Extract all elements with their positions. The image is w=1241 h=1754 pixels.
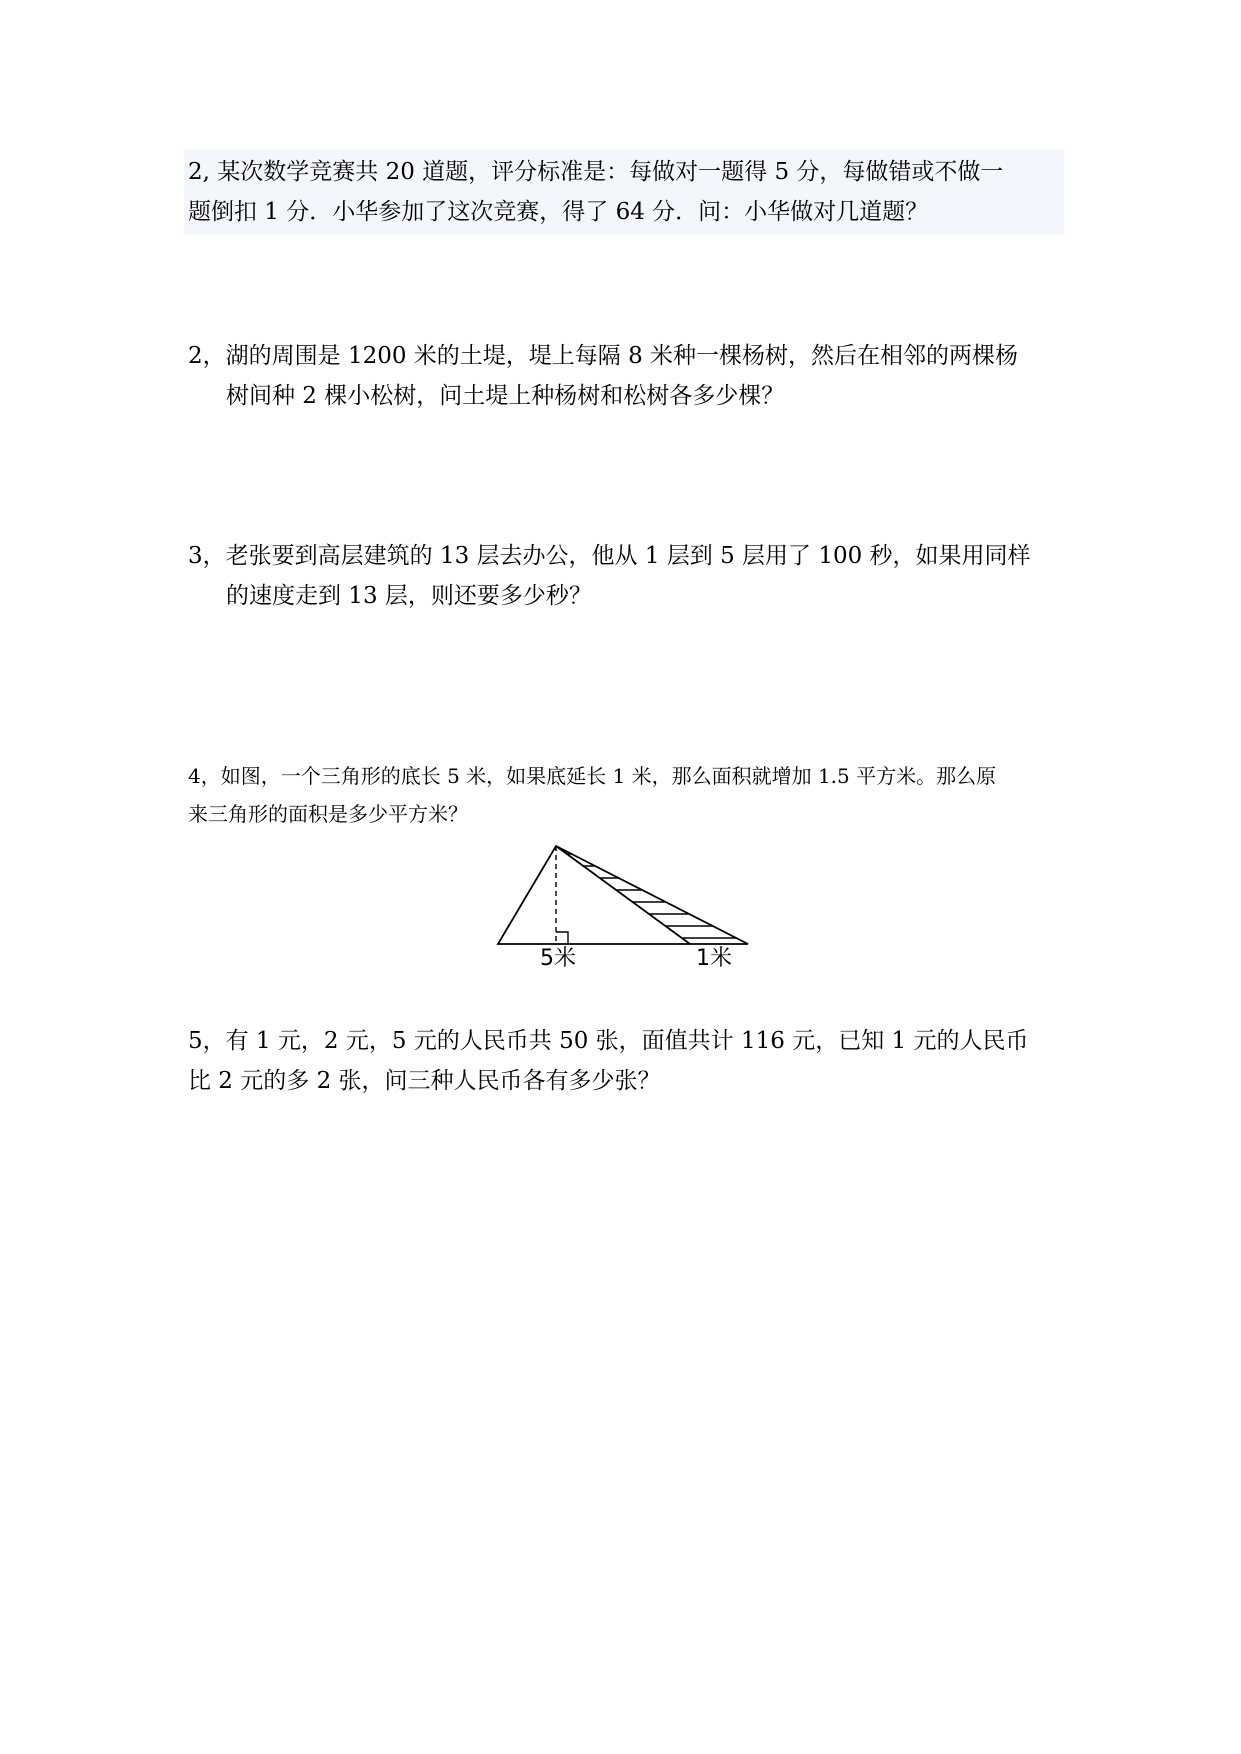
question-1-line-2: 题倒扣 1 分．小华参加了这次竞赛，得了 64 分．问：小华做对几道题？ bbox=[188, 199, 929, 225]
original-side bbox=[556, 846, 690, 944]
question-4-line-2: 来三角形的面积是多少平方米？ bbox=[188, 802, 468, 826]
question-5-line-1: 5，有 1 元，2 元，5 元的人民币共 50 张，面值共计 116 元，已知 1 元的人民币 bbox=[188, 1028, 1029, 1054]
question-2-line-2: 树间种 2 棵小松树，问土堤上种杨树和松树各多少棵？ bbox=[226, 383, 785, 409]
question-5 bbox=[188, 1021, 1064, 1101]
question-2 bbox=[188, 336, 1064, 416]
question-1 bbox=[184, 150, 1064, 234]
question-3-line-2: 的速度走到 13 层，则还要多少秒？ bbox=[226, 583, 592, 609]
question-1-line-1: 2, 某次数学竞赛共 20 道题，评分标准是：每做对一题得 5 分，每做错或不做一 bbox=[188, 159, 1004, 185]
label-base-5m: 5米 bbox=[540, 946, 576, 971]
question-5-line-2: 比 2 元的多 2 张，问三种人民币各有多少张？ bbox=[188, 1068, 661, 1094]
right-angle-mark bbox=[556, 932, 568, 944]
triangle-figure bbox=[490, 836, 760, 986]
question-4-line-1: 4，如图，一个三角形的底长 5 米，如果底延长 1 米，那么面积就增加 1.5 平方米。那么原 bbox=[188, 764, 997, 788]
label-extension-1m: 1米 bbox=[696, 946, 732, 971]
question-4 bbox=[188, 757, 1064, 833]
triangle-diagram bbox=[490, 836, 760, 946]
question-2-line-1: 2，湖的周围是 1200 米的土堤，堤上每隔 8 米种一棵杨树，然后在相邻的两棵杨 bbox=[188, 343, 1019, 369]
question-3 bbox=[188, 536, 1064, 616]
question-3-line-1: 3，老张要到高层建筑的 13 层去办公，他从 1 层到 5 层用了 100 秒，如果用同样 bbox=[188, 543, 1031, 569]
